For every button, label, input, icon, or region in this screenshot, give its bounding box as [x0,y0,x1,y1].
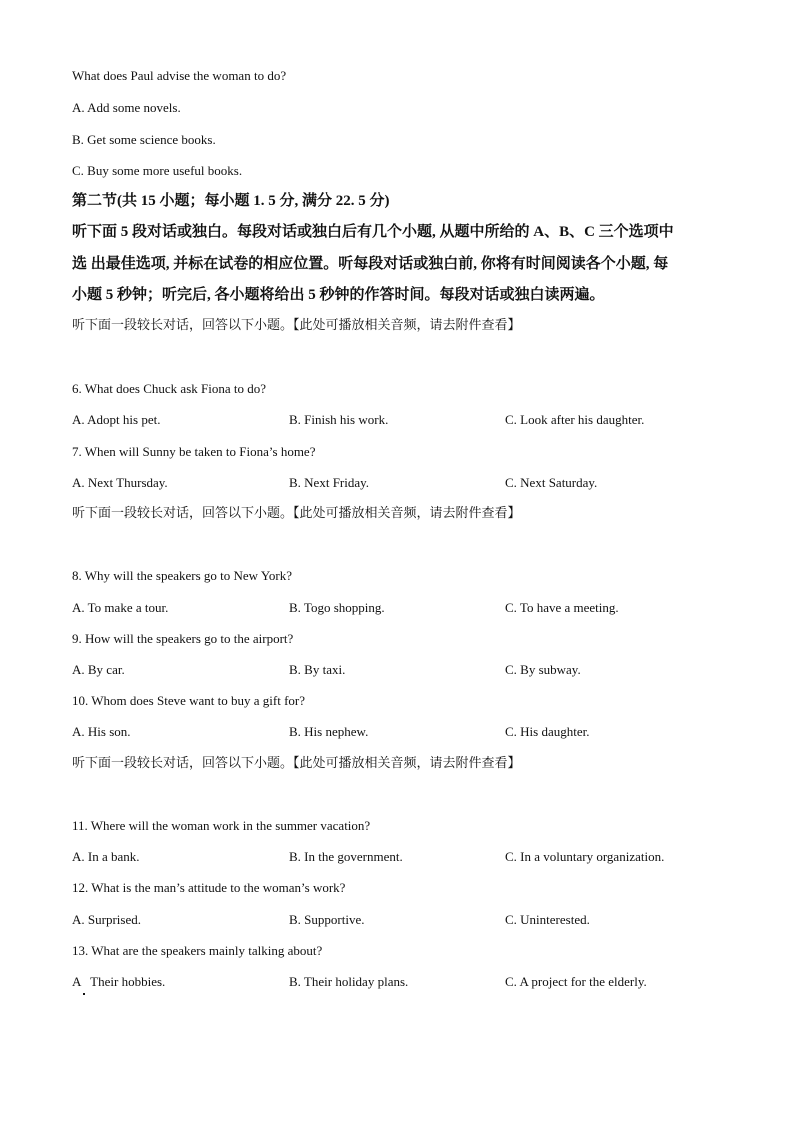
question-5: What does Paul advise the woman to do? [72,68,287,83]
option-6c: C. Look after his daughter. [505,412,645,427]
option-7a: A. Next Thursday. [72,475,168,490]
option-6b: B. Finish his work. [289,412,389,427]
question-11: 11. Where will the woman work in the summer vacation? [72,818,371,833]
option-7b: B. Next Friday. [289,475,370,490]
stray-dot [83,993,85,995]
question-9: 9. How will the speakers go to the airport? [72,631,294,646]
option-9a: A. By car. [72,662,125,677]
option-11b: B. In the government. [289,849,403,864]
option-6a: A. Adopt his pet. [72,412,161,427]
option-9c: C. By subway. [505,662,581,677]
option-12a: A. Surprised. [72,912,141,927]
option-8b: B. Togo shopping. [289,600,385,615]
question-10: 10. Whom does Steve want to buy a gift for? [72,693,305,708]
option-11c: C. In a voluntary organization. [505,849,665,864]
option-10c: C. His daughter. [505,724,590,739]
option-5b: B. Get some science books. [72,132,216,147]
option-9b: B. By taxi. [289,662,346,677]
instructions-line-3: 小题 5 秒钟；听完后, 各小题将给出 5 秒钟的作答时间。每段对话或独白读两遍。 [72,287,605,303]
question-12: 12. What is the man’s attitude to the woman’s work? [72,880,346,895]
option-10b: B. His nephew. [289,724,369,739]
option-8c: C. To have a meeting. [505,600,619,615]
section-heading: 第二节(共 15 小题；每小题 1. 5 分, 满分 22. 5 分) [72,193,390,209]
option-5a: A. Add some novels. [72,100,181,115]
option-5c: C. Buy some more useful books. [72,163,243,178]
question-13: 13. What are the speakers mainly talking about? [72,943,323,958]
option-13a: A Their hobbies. [72,974,166,989]
question-6: 6. What does Chuck ask Fiona to do? [72,381,267,396]
option-13b: B. Their holiday plans. [289,974,409,989]
option-8a: A. To make a tour. [72,600,169,615]
question-7: 7. When will Sunny be taken to Fiona’s home? [72,444,316,459]
instructions-line-1: 听下面 5 段对话或独白。每段对话或独白后有几个小题, 从题中所给的 A、B、C 三个选项中 [72,224,674,240]
option-11a: A. In a bank. [72,849,140,864]
instructions-line-2: 选 出最佳选项, 并标在试卷的相应位置。听每段对话或独白前, 你将有时间阅读各个小题, 每 [72,256,669,272]
option-10a: A. His son. [72,724,131,739]
option-13c: C. A project for the elderly. [505,974,647,989]
question-8: 8. Why will the speakers go to New York? [72,568,293,583]
option-12b: B. Supportive. [289,912,365,927]
option-12c: C. Uninterested. [505,912,590,927]
option-7c: C. Next Saturday. [505,475,598,490]
audio-note: 听下面一段较长对话，回答以下小题。【此处可播放相关音频，请去附件查看】 [72,756,521,771]
audio-note: 听下面一段较长对话，回答以下小题。【此处可播放相关音频，请去附件查看】 [72,318,521,333]
audio-note: 听下面一段较长对话，回答以下小题。【此处可播放相关音频，请去附件查看】 [72,506,521,521]
